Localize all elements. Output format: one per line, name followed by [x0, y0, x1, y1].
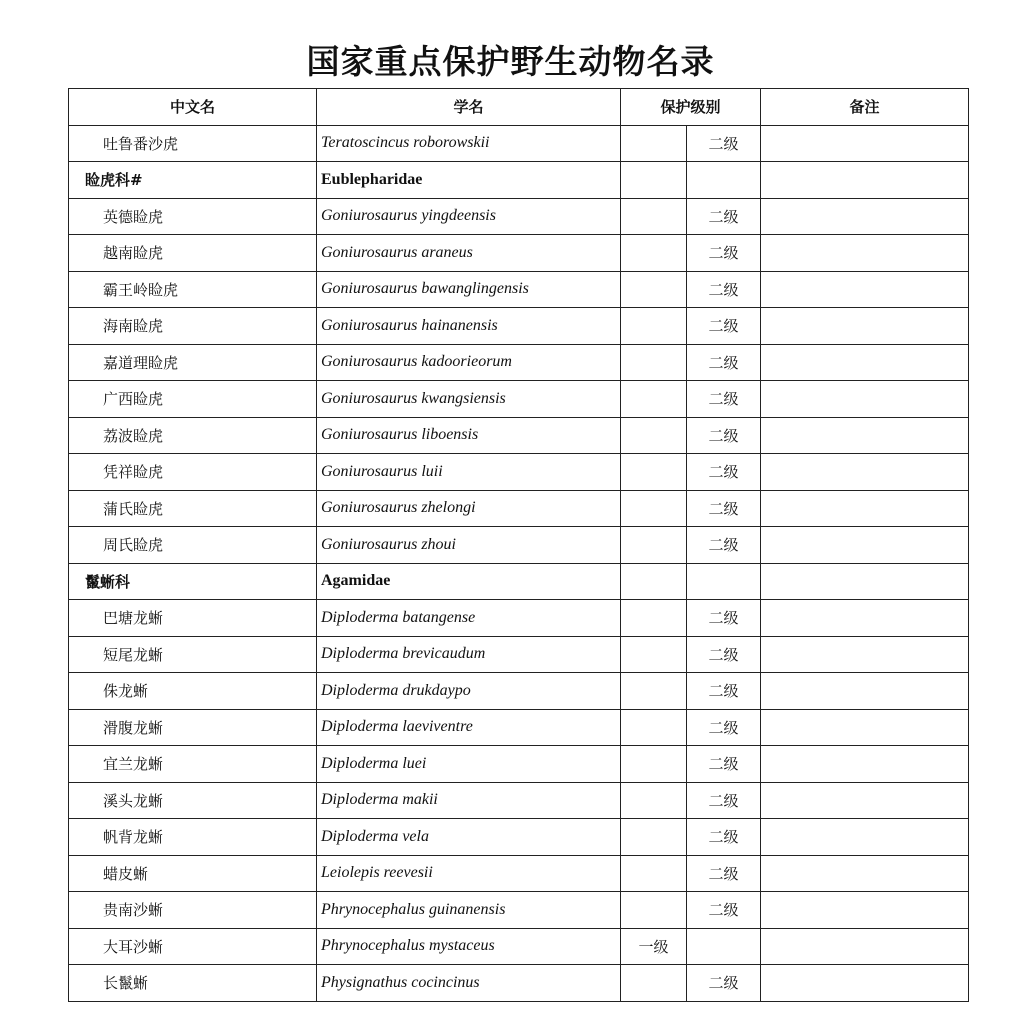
table-header-row — [69, 89, 969, 126]
family-row — [69, 563, 969, 600]
scientific-name-cell: Diploderma luei — [317, 746, 621, 783]
scientific-name-cell: Teratoscincus roborowskii — [317, 125, 621, 162]
table-row — [69, 782, 969, 819]
level-two-cell: 二级 — [687, 673, 761, 710]
chinese-name-cell: 蜡皮蜥 — [69, 855, 317, 892]
level-two-cell: 二级 — [687, 490, 761, 527]
chinese-name-cell: 大耳沙蜥 — [69, 928, 317, 965]
scientific-name-cell: Goniurosaurus zhelongi — [317, 490, 621, 527]
table-row — [69, 381, 969, 418]
notes-cell — [761, 381, 969, 418]
table-row — [69, 454, 969, 491]
level-two-cell: 二级 — [687, 965, 761, 1002]
chinese-name-cell: 霸王岭睑虎 — [69, 271, 317, 308]
scientific-name-cell: Phrynocephalus mystaceus — [317, 928, 621, 965]
table-row — [69, 271, 969, 308]
level-one-cell — [621, 746, 687, 783]
scientific-name-cell: Goniurosaurus bawanglingensis — [317, 271, 621, 308]
level-two-cell: 二级 — [687, 125, 761, 162]
chinese-name-cell: 海南睑虎 — [69, 308, 317, 345]
level-one-cell: 一级 — [621, 928, 687, 965]
level-two-cell: 二级 — [687, 235, 761, 272]
scientific-name-cell: Phrynocephalus guinanensis — [317, 892, 621, 929]
level-one-cell — [621, 563, 687, 600]
table-row — [69, 636, 969, 673]
chinese-name-cell: 短尾龙蜥 — [69, 636, 317, 673]
chinese-name-cell: 蒲氏睑虎 — [69, 490, 317, 527]
level-one-cell — [621, 271, 687, 308]
chinese-name-cell: 帆背龙蜥 — [69, 819, 317, 856]
notes-cell — [761, 125, 969, 162]
notes-cell — [761, 271, 969, 308]
level-one-cell — [621, 892, 687, 929]
level-two-cell — [687, 162, 761, 199]
level-one-cell — [621, 235, 687, 272]
table-body — [69, 125, 969, 1001]
scientific-name-cell: Goniurosaurus kadoorieorum — [317, 344, 621, 381]
notes-cell — [761, 892, 969, 929]
notes-cell — [761, 308, 969, 345]
level-two-cell: 二级 — [687, 417, 761, 454]
notes-cell — [761, 235, 969, 272]
table-row — [69, 235, 969, 272]
notes-cell — [761, 417, 969, 454]
scientific-name-cell: Diploderma makii — [317, 782, 621, 819]
notes-cell — [761, 344, 969, 381]
level-one-cell — [621, 198, 687, 235]
table-row — [69, 417, 969, 454]
notes-cell — [761, 782, 969, 819]
chinese-name-cell: 广西睑虎 — [69, 381, 317, 418]
chinese-name-cell: 越南睑虎 — [69, 235, 317, 272]
species-table — [68, 88, 969, 1002]
notes-cell — [761, 855, 969, 892]
table-row — [69, 198, 969, 235]
header-protection-level: 保护级别 — [621, 89, 761, 126]
level-two-cell: 二级 — [687, 600, 761, 637]
scientific-name-cell: Goniurosaurus luii — [317, 454, 621, 491]
level-one-cell — [621, 782, 687, 819]
level-one-cell — [621, 636, 687, 673]
level-one-cell — [621, 673, 687, 710]
notes-cell — [761, 965, 969, 1002]
chinese-name-cell: 周氏睑虎 — [69, 527, 317, 564]
chinese-name-cell: 嘉道理睑虎 — [69, 344, 317, 381]
table-row — [69, 709, 969, 746]
level-two-cell: 二级 — [687, 782, 761, 819]
level-one-cell — [621, 819, 687, 856]
level-two-cell: 二级 — [687, 454, 761, 491]
level-two-cell: 二级 — [687, 855, 761, 892]
table-row — [69, 527, 969, 564]
level-two-cell: 二级 — [687, 271, 761, 308]
notes-cell — [761, 928, 969, 965]
notes-cell — [761, 819, 969, 856]
level-two-cell: 二级 — [687, 381, 761, 418]
level-one-cell — [621, 381, 687, 418]
level-one-cell — [621, 417, 687, 454]
scientific-name-cell: Goniurosaurus hainanensis — [317, 308, 621, 345]
table-row — [69, 855, 969, 892]
chinese-name-cell: 鬣蜥科 — [69, 563, 317, 600]
level-one-cell — [621, 125, 687, 162]
table-row — [69, 965, 969, 1002]
table-row — [69, 673, 969, 710]
level-two-cell: 二级 — [687, 746, 761, 783]
scientific-name-cell: Diploderma brevicaudum — [317, 636, 621, 673]
chinese-name-cell: 巴塘龙蜥 — [69, 600, 317, 637]
level-one-cell — [621, 454, 687, 491]
chinese-name-cell: 滑腹龙蜥 — [69, 709, 317, 746]
page-title: 国家重点保护野生动物名录 — [306, 42, 715, 81]
table-row — [69, 819, 969, 856]
scientific-name-cell: Diploderma vela — [317, 819, 621, 856]
level-two-cell: 二级 — [687, 527, 761, 564]
scientific-name-cell: Diploderma laeviventre — [317, 709, 621, 746]
table-row — [69, 490, 969, 527]
notes-cell — [761, 162, 969, 199]
notes-cell — [761, 636, 969, 673]
chinese-name-cell: 侏龙蜥 — [69, 673, 317, 710]
scientific-name-cell: Leiolepis reevesii — [317, 855, 621, 892]
level-two-cell: 二级 — [687, 198, 761, 235]
scientific-name-cell: Goniurosaurus yingdeensis — [317, 198, 621, 235]
level-two-cell: 二级 — [687, 819, 761, 856]
table-row — [69, 892, 969, 929]
notes-cell — [761, 527, 969, 564]
chinese-name-cell: 睑虎科# — [69, 162, 317, 199]
level-one-cell — [621, 600, 687, 637]
scientific-name-cell: Goniurosaurus liboensis — [317, 417, 621, 454]
scientific-name-cell: Agamidae — [317, 563, 621, 600]
level-one-cell — [621, 162, 687, 199]
scientific-name-cell: Goniurosaurus zhoui — [317, 527, 621, 564]
notes-cell — [761, 198, 969, 235]
scientific-name-cell: Goniurosaurus kwangsiensis — [317, 381, 621, 418]
chinese-name-cell: 贵南沙蜥 — [69, 892, 317, 929]
level-two-cell: 二级 — [687, 709, 761, 746]
notes-cell — [761, 673, 969, 710]
chinese-name-cell: 吐鲁番沙虎 — [69, 125, 317, 162]
level-one-cell — [621, 490, 687, 527]
table-row — [69, 308, 969, 345]
chinese-name-cell: 凭祥睑虎 — [69, 454, 317, 491]
level-one-cell — [621, 308, 687, 345]
header-notes: 备注 — [761, 89, 969, 126]
chinese-name-cell: 宜兰龙蜥 — [69, 746, 317, 783]
table-row — [69, 600, 969, 637]
notes-cell — [761, 746, 969, 783]
table-row — [69, 344, 969, 381]
family-row — [69, 162, 969, 199]
notes-cell — [761, 563, 969, 600]
chinese-name-cell: 溪头龙蜥 — [69, 782, 317, 819]
scientific-name-cell: Diploderma batangense — [317, 600, 621, 637]
notes-cell — [761, 454, 969, 491]
chinese-name-cell: 英德睑虎 — [69, 198, 317, 235]
chinese-name-cell: 长鬣蜥 — [69, 965, 317, 1002]
level-two-cell: 二级 — [687, 636, 761, 673]
scientific-name-cell: Diploderma drukdaypo — [317, 673, 621, 710]
scientific-name-cell: Goniurosaurus araneus — [317, 235, 621, 272]
table-row — [69, 928, 969, 965]
level-two-cell: 二级 — [687, 892, 761, 929]
level-two-cell: 二级 — [687, 308, 761, 345]
chinese-name-cell: 荔波睑虎 — [69, 417, 317, 454]
header-scientific-name: 学名 — [317, 89, 621, 126]
scientific-name-cell: Eublepharidae — [317, 162, 621, 199]
scientific-name-cell: Physignathus cocincinus — [317, 965, 621, 1002]
header-chinese-name: 中文名 — [69, 89, 317, 126]
level-one-cell — [621, 709, 687, 746]
notes-cell — [761, 709, 969, 746]
level-one-cell — [621, 527, 687, 564]
table-row — [69, 125, 969, 162]
level-two-cell — [687, 563, 761, 600]
level-two-cell — [687, 928, 761, 965]
notes-cell — [761, 600, 969, 637]
level-one-cell — [621, 855, 687, 892]
level-one-cell — [621, 344, 687, 381]
level-two-cell: 二级 — [687, 344, 761, 381]
level-one-cell — [621, 965, 687, 1002]
table-row — [69, 746, 969, 783]
notes-cell — [761, 490, 969, 527]
